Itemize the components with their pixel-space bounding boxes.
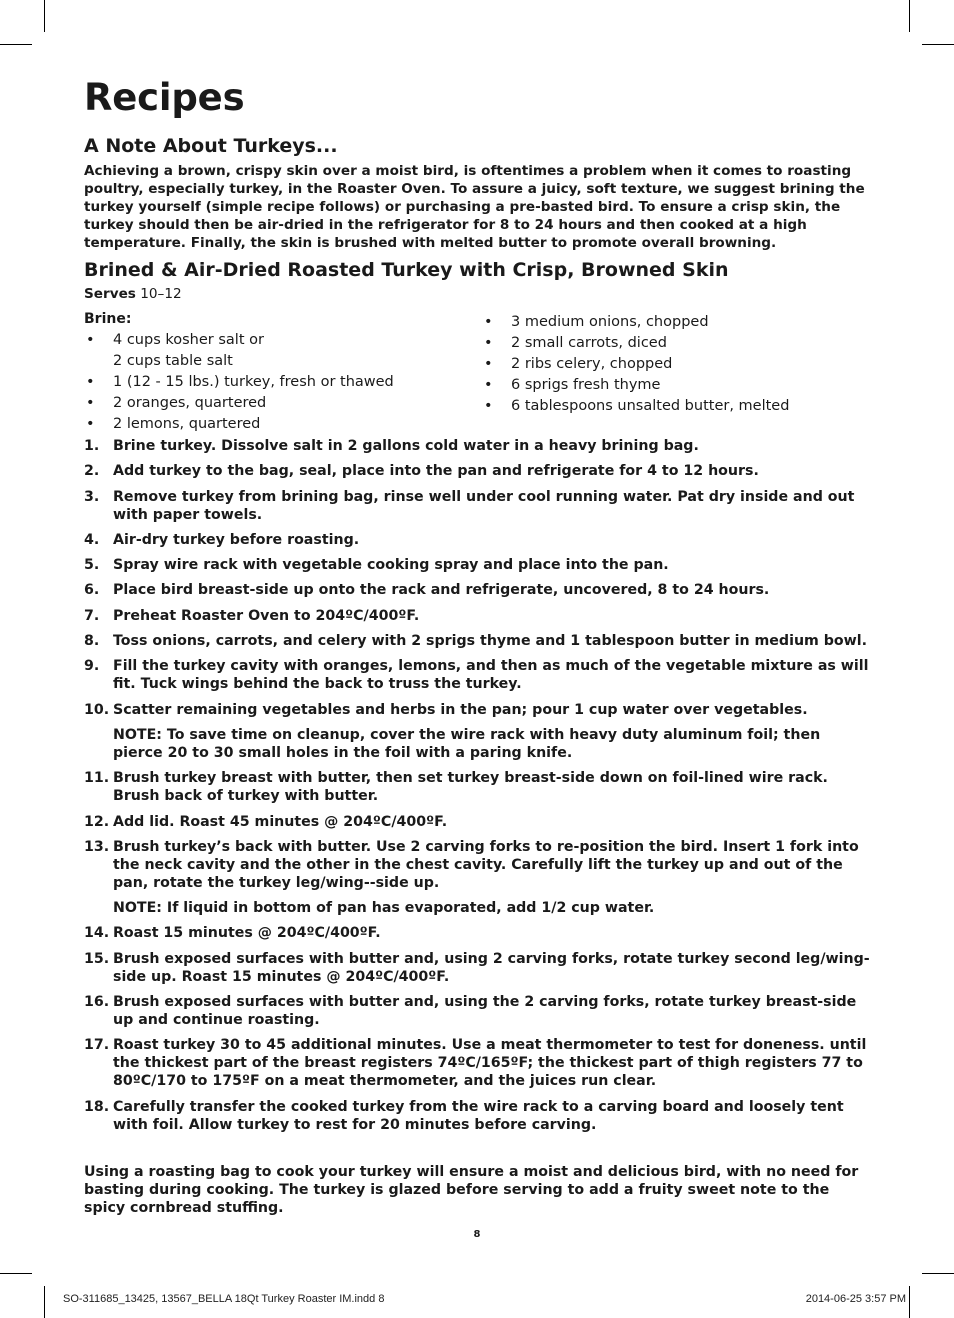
step-item [84,632,874,650]
step-number: 2. [84,463,100,480]
step-item [84,462,874,480]
step-text: Brush exposed surfaces with butter and, using 2 carving forks, rotate turkey second leg/wing-side up. Roast 15 minutes @ 204ºC/400ºF. [113,950,870,985]
step-number: 15. [84,950,110,967]
step-item [84,1098,874,1134]
step-text: Brush turkey breast with butter, then set turkey breast-side down on foil-lined wire rack. Brush back of turkey with butter. [113,770,828,805]
ingredient-item [84,393,464,414]
ingredients-left [84,309,464,435]
ingredient-text: 2 lemons, quartered [113,416,261,432]
step-text: Scatter remaining vegetables and herbs in the pan; pour 1 cup water over vegetables. [113,701,808,718]
ingredient-item [482,312,882,333]
page-title: Recipes [84,76,245,119]
recipe-title: Brined & Air-Dried Roasted Turkey with Crisp, Browned Skin [84,259,729,281]
serves-value: 10–12 [140,286,182,302]
note-body: Achieving a brown, crispy skin over a moist bird, is oftentimes a problem when it comes to roasting poultry, especially turkey, in the Roaster Oven. To assure a juicy, soft texture, we suggest brining the turkey yourself (simple recipe follows) or purchasing a pre-basted bird. To ensure a crisp skin, the turkey should then be air-dried in the refrigerator for 8 to 24 hours and then cooked at a high temperature. Finally, the skin is brushed with melted butter to promote overall browning. [84,163,865,251]
step-item [84,556,874,574]
step-item [84,1036,874,1090]
crop-mark [922,44,954,45]
bullet: • [86,395,95,411]
step-note: NOTE: If liquid in bottom of pan has evaporated, add 1/2 cup water. [113,900,655,917]
step-text: Spray wire rack with vegetable cooking spray and place into the pan. [113,557,669,574]
bullet: • [484,356,493,372]
crop-mark [0,1273,32,1274]
bullet: • [484,377,493,393]
print-slug-file: SO-311685_13425, 13567_BELLA 18Qt Turkey Roaster IM.indd 8 [63,1293,385,1305]
step-item [84,607,874,625]
ingredient-item [482,375,882,396]
step-text: Roast 15 minutes @ 204ºC/400ºF. [113,925,381,942]
ingredient-text: 6 tablespoons unsalted butter, melted [511,398,790,414]
ingredient-text: 6 sprigs fresh thyme [511,377,661,393]
recipe-steps [84,437,874,1141]
step-text: Roast turkey 30 to 45 additional minutes. Use a meat thermometer to test for doneness. until the thickest part of the breast registers 74ºC/165ºF; the thickest part of thigh registers 77 to 80ºC/170 to 175ºF on a meat thermometer, and the juices run clear. [113,1037,867,1090]
page-number: 8 [473,1229,481,1240]
ingredients-right [482,312,882,417]
bullet: • [484,335,493,351]
step-text: Fill the turkey cavity with oranges, lemons, and then as much of the vegetable mixture as will fit. Tuck wings behind the back to truss the turkey. [113,658,869,693]
ingredient-text: 3 medium onions, chopped [511,314,709,330]
step-number: 5. [84,557,100,574]
step-number: 8. [84,633,100,650]
step-item [84,924,874,942]
ingredient-item [84,372,464,393]
step-item [84,488,874,524]
step-number: 18. [84,1098,110,1115]
step-item [84,531,874,549]
crop-mark [909,1286,910,1318]
step-text: Remove turkey from brining bag, rinse well under cool running water. Pat dry inside and out with paper towels. [113,488,855,523]
step-number: 4. [84,531,100,548]
step-number: 9. [84,658,100,675]
step-text: Add turkey to the bag, seal, place into the pan and refrigerate for 4 to 12 hours. [113,463,759,480]
bullet: • [484,398,493,414]
step-number: 3. [84,488,100,505]
step-item [84,701,874,719]
step-text: Brush exposed surfaces with butter and, using the 2 carving forks, rotate turkey breast-side up and continue roasting. [113,994,857,1029]
step-text: Carefully transfer the cooked turkey from the wire rack to a carving board and loosely tent with foil. Allow turkey to rest for 20 minutes before carving. [113,1098,844,1133]
ingredient-text: 2 oranges, quartered [113,395,267,411]
ingredient-text: 2 ribs celery, chopped [511,356,673,372]
step-text: Place bird breast-side up onto the rack and refrigerate, uncovered, 8 to 24 hours. [113,582,770,599]
ingredient-text: 2 cups table salt [113,353,233,369]
step-number: 6. [84,582,100,599]
step-text: Add lid. Roast 45 minutes @ 204ºC/400ºF. [113,813,448,830]
bullet: • [86,416,95,432]
print-slug-date: 2014-06-25 3:57 PM [805,1293,906,1305]
step-number: 11. [84,770,110,787]
ingredient-item [482,354,882,375]
step-item [84,993,874,1029]
step-number: 7. [84,607,100,624]
step-item [84,581,874,599]
closing-paragraph: Using a roasting bag to cook your turkey will ensure a moist and delicious bird, with no need for basting during cooking. The turkey is glazed before serving to add a fruity sweet note to the spicy cornbread stuffing. [84,1164,859,1216]
step-text: Toss onions, carrots, and celery with 2 sprigs thyme and 1 tablespoon butter in medium bowl. [113,633,868,650]
ingredient-item [482,333,882,354]
step-number: 1. [84,438,100,454]
step-number: 17. [84,1037,110,1054]
brine-label: Brine: [84,311,132,327]
crop-mark [0,44,32,45]
ingredient-item [482,396,882,417]
ingredient-item [84,330,464,372]
step-item [84,813,874,831]
step-text: Brush turkey’s back with butter. Use 2 carving forks to re-position the bird. Insert 1 fork into the neck cavity and the other in the chest cavity. Carefully lift the turkey up and out of the pan, rotate the turkey leg/wing--side up. [113,838,859,891]
bullet: • [86,332,95,348]
step-text: Brine turkey. Dissolve salt in 2 gallons cold water in a heavy brining bag. [113,438,699,454]
crop-mark [44,0,45,32]
serves-line [84,285,182,303]
step-item [84,950,874,986]
crop-mark [44,1286,45,1318]
bullet: • [484,314,493,330]
step-item [84,769,874,805]
ingredient-text: 2 small carrots, diced [511,335,667,351]
crop-mark [909,0,910,32]
ingredient-text: 1 (12 - 15 lbs.) turkey, fresh or thawed [113,374,394,390]
ingredient-text: 4 cups kosher salt or [113,332,264,348]
step-note: NOTE: To save time on cleanup, cover the wire rack with heavy duty aluminum foil; then pierce 20 to 30 small holes in the foil with a paring knife. [113,726,821,761]
step-text: Air-dry turkey before roasting. [113,531,360,548]
step-number: 16. [84,994,110,1011]
ingredient-item [84,414,464,435]
step-number: 12. [84,813,110,830]
crop-mark [922,1273,954,1274]
step-text: Preheat Roaster Oven to 204ºC/400ºF. [113,607,420,624]
step-item [84,838,874,892]
step-item [84,437,874,455]
bullet: • [86,374,95,390]
step-number: 14. [84,925,110,942]
note-heading: A Note About Turkeys... [84,135,338,157]
step-number: 10. [84,701,110,718]
serves-label: Serves [84,286,136,302]
step-number: 13. [84,838,110,855]
step-item [84,657,874,693]
